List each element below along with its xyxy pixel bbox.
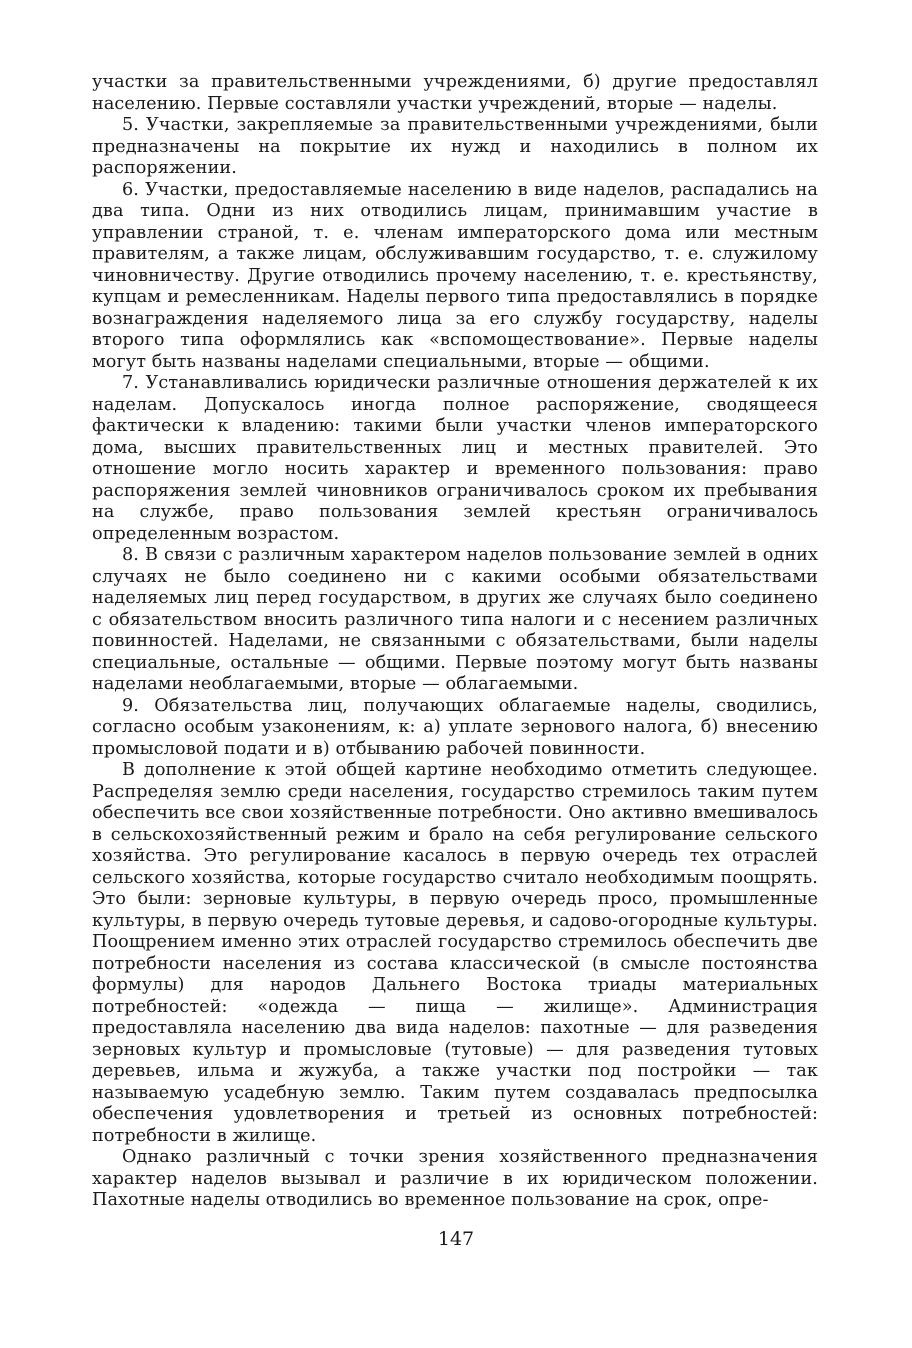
paragraph-addition: В дополнение к этой общей картине необходимо отметить следующее. Распределяя землю среди населения, государство стремилось таким путем обеспечить все свои хозяйственные потребности. Оно активно вмешивалось в сельскохозяйственный режим и брало на себя регулирование сельского хозяйства. Это регулирование касалось в первую очередь тех отраслей сельского хозяйства, которые государство считало необходимым поощрять. Это были: зерновые культуры, в первую очередь просо, промышленные культуры, в первую очередь тутовые деревья, и садово-огородные культуры. Поощрением именно этих отраслей государство стремилось обеспечить две потребности населения из состава классической (в смысле постоянства формулы) для народов Дальнего Востока триады материальных потребностей: «одежда — пища — жилище». Администрация предоставляла населению два вида наделов: пахотные — для разведения зерновых культур и промысловые (тутовые) — для разведения тутовых деревьев, ильма и жужуба, а также участки под постройки — так называемую усадебную землю. Таким путем создавалась предпосылка обеспечения удовлетворения и третьей из основных потребностей: потребности в жилище. (92, 760, 818, 1146)
body-text (92, 72, 818, 1212)
paragraph-continuation: участки за правительственными учреждениями, б) другие предоставлял населению. Первые составляли участки учреждений, вторые — наделы. (92, 72, 818, 114)
paragraph-item-8: 8. В связи с различным характером наделов пользование землей в одних случаях не было соединено ни с какими особыми обязательствами наделяемых лиц перед государством, в других же случаях было соединено с обязательством вносить различного типа налоги и с несением различных повинностей. Наделами, не связанными с обязательствами, были наделы специальные, остальные — общими. Первые поэтому могут быть названы наделами необлагаемыми, вторые — облагаемыми. (92, 545, 818, 694)
paragraph-item-5: 5. Участки, закрепляемые за правительственными учреждениями, были предназначены на покрытие их нужд и находились в полном их распоряжении. (92, 115, 818, 178)
paragraph-item-7: 7. Устанавливались юридически различные отношения держателей к их наделам. Допускалось иногда полное распоряжение, сводящееся фактически к владению: такими были участки членов императорского дома, высших правительственных лиц и местных правителей. Это отношение могло носить характер и временного пользования: право распоряжения землей чиновников ограничивалось сроком их пребывания на службе, право пользования землей крестьян ограничивалось определенным возрастом. (92, 373, 818, 544)
paragraph-however: Однако различный с точки зрения хозяйственного предназначения характер наделов вызывал и различие в их юридическом положении. Пахотные наделы отводились во временное пользование на срок, опре- (92, 1147, 818, 1210)
page-number: 147 (437, 1228, 475, 1250)
paragraph-item-9: 9. Обязательства лиц, получающих облагаемые наделы, сводились, согласно особым узаконениям, к: а) уплате зернового налога, б) внесению промысловой подати и в) отбыванию рабочей повинности. (92, 695, 818, 759)
paragraph-item-6: 6. Участки, предоставляемые населению в виде наделов, распадались на два типа. Одни из них отводились лицам, принимавшим участие в управлении страной, т. е. членам императорского дома или местным правителям, а также лицам, обслуживавшим государство, т. е. служилому чиновничеству. Другие отводились прочему населению, т. е. крестьянству, купцам и ремесленникам. Наделы первого типа предоставлялись в порядке вознаграждения наделяемого лица за его службу государству, наделы второго типа оформлялись как «вспомоществование». Первые наделы могут быть названы наделами специальными, вторые — общими. (92, 179, 818, 372)
